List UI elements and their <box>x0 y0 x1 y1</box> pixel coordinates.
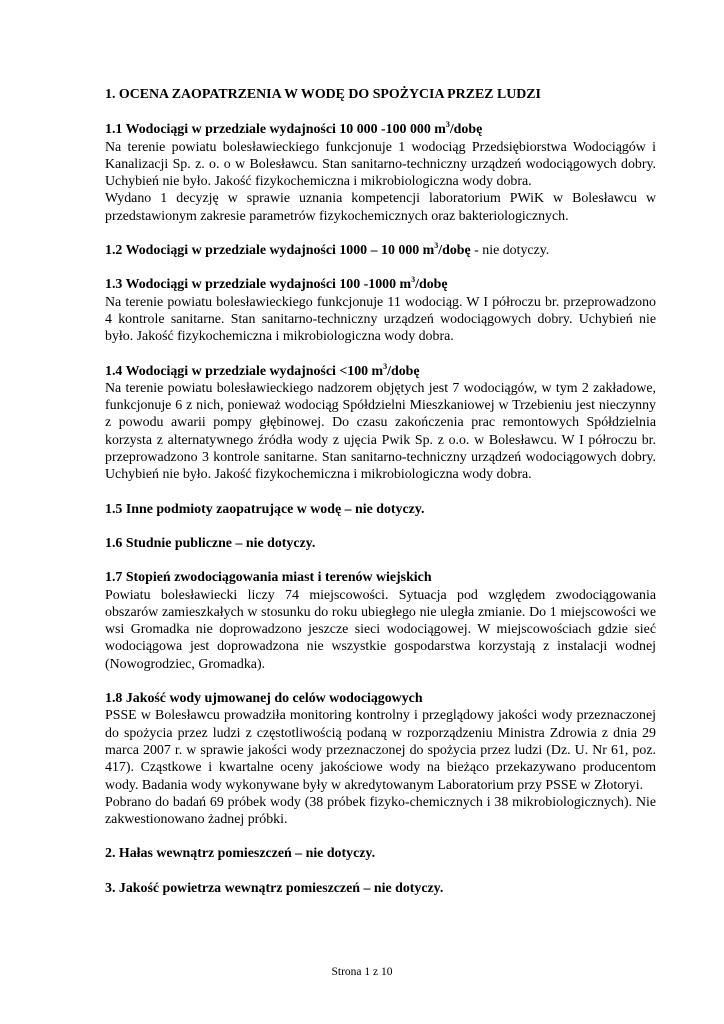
heading-text: 1.1 Wodociągi w przedziale wydajności 10 000 -100 000 m <box>105 122 446 138</box>
heading-text: 1.4 Wodociągi w przedziale wydajności <100 m <box>105 363 384 379</box>
section-1-8-paragraph-1: PSSE w Bolesławcu prowadziła monitoring kontrolny i przeglądowy jakości wody przeznaczonej do spożycia przez ludzi z częstotliwością podaną w rozporządzeniu Ministra Zdrowia z dnia 29 marca 2007 r. w sprawie jakości wody przeznaczonej do spożycia przez ludzi (Dz. U. Nr 61, poz. 417). Cząstkowe i kwartalne oceny jakościowe wody na bieżąco przekazywano producentom wody. Badania wody wykonywane były w akredytowanym Laboratorium przy PSSE w Złotoryi. <box>105 708 656 793</box>
section-2-heading: 2. Hałas wewnątrz pomieszczeń – nie dotyczy. <box>105 846 376 862</box>
section-3-heading: 3. Jakość powietrza wewnątrz pomieszczeń – nie dotyczy. <box>105 880 444 896</box>
section-1-1-heading <box>105 121 656 138</box>
section-1-1-paragraph-1: Na terenie powiatu bolesławieckiego funkcjonuje 1 wodociąg Przedsiębiorstwa Wodociągów i Kanalizacji Sp. z. o. o w Bolesławcu. Stan sanitarno-techniczny urządzeń wodociągowych dobry. Uchybień nie było. Jakość fizykochemiczna i mikrobiologiczna wody dobra. <box>105 139 656 190</box>
section-1-1-paragraph-2: Wydano 1 decyzję w sprawie uznania kompetencji laboratorium PWiK w Bolesławcu w przedstawionym zakresie parametrów fizykochemicznych oraz bakteriologicznych. <box>105 191 656 224</box>
section-1-4 <box>105 363 656 484</box>
section-1-6-heading: 1.6 Studnie publiczne – nie dotyczy. <box>105 535 316 551</box>
section-1-6 <box>105 535 656 552</box>
section-1-4-paragraph-1: Na terenie powiatu bolesławieckiego nadzorem objętych jest 7 wodociągów, w tym 2 zakładowe, funkcjonuje 6 z nich, ponieważ wodociąg Spółdzielni Mieszkaniowej w Trzebieniu jest nieczynny z powodu awarii pompy głębinowej. Do czasu zakończenia prac remontowych Spółdzielnia korzysta z alternatywnego źródła wody z ujęcia Pwik Sp. z o.o. w Bolesławcu. W I półroczu br. przeprowadzono 3 kontrole sanitarne. Stan sanitarno-techniczny urządzeń wodociągowych dobry. Uchybień nie było. Jakość fizykochemiczna i mikrobiologiczna wody dobra. <box>105 380 656 483</box>
heading-unit: /dobę <box>438 243 471 259</box>
heading-text: 1.3 Wodociągi w przedziale wydajności 100 -1000 m <box>105 277 412 293</box>
section-1-4-heading <box>105 363 656 380</box>
superscript: 3 <box>383 361 388 371</box>
heading-unit: /dobę <box>415 277 448 293</box>
section-1-2-heading <box>105 242 656 259</box>
section-1-8 <box>105 690 656 828</box>
section-1-5 <box>105 501 656 518</box>
heading-suffix: - nie dotyczy. <box>470 243 550 259</box>
heading-text: 1.2 Wodociągi w przedziale wydajności 1000 – 10 000 m <box>105 243 435 259</box>
section-1-7-paragraph-1: Powiatu bolesławiecki liczy 74 miejscowości. Sytuacja pod względem zwodociągowania obszarów zamieszkałych w stosunku do roku ubiegłego nie uległa zmianie. Do 1 miejscowości we wsi Gromadka nie doprowadzono jeszcze sieci wodociągowej. W miejscowościach gdzie sieć wodociągowa jest doprowadzona nie wszystkie gospodarstwa korzystają z instalacji wodnej (Nowogrodziec, Gromadka). <box>105 587 656 672</box>
section-1-3-heading <box>105 276 656 293</box>
superscript: 3 <box>411 275 416 285</box>
section-1-8-heading: 1.8 Jakość wody ujmowanej do celów wodociągowych <box>105 691 423 707</box>
page-number-footer: Strona 1 z 10 <box>331 966 393 978</box>
heading-unit: /dobę <box>449 122 483 138</box>
section-1-3 <box>105 276 656 345</box>
superscript: 3 <box>434 241 439 251</box>
section-1-5-heading: 1.5 Inne podmioty zaopatrujące w wodę – nie dotyczy. <box>105 501 425 517</box>
document-page <box>105 86 656 914</box>
section-1-2 <box>105 242 656 259</box>
section-1-3-paragraph-1: Na terenie powiatu bolesławieckiego funkcjonuje 11 wodociąg. W I półroczu br. przeprowadzono 4 kontrole sanitarne. Stan sanitarno-techniczny urządzeń wodociągowych dobry. Uchybień nie było. Jakość fizykochemiczna i mikrobiologiczna wody dobra. <box>105 294 656 345</box>
section-1-7-heading: 1.7 Stopień zwodociągowania miast i terenów wiejskich <box>105 570 432 586</box>
page-title: 1. OCENA ZAOPATRZENIA W WODĘ DO SPOŻYCIA PRZEZ LUDZI <box>105 87 541 102</box>
heading-unit: /dobę <box>387 363 420 379</box>
section-3 <box>105 880 656 897</box>
section-2 <box>105 845 656 862</box>
superscript: 3 <box>445 120 450 130</box>
section-1-1 <box>105 121 656 225</box>
section-1-7 <box>105 569 656 673</box>
section-1-8-paragraph-2: Pobrano do badań 69 próbek wody (38 próbek fizyko-chemicznych i 38 mikrobiologicznych). Nie zakwestionowano żadnej próbki. <box>105 794 656 828</box>
